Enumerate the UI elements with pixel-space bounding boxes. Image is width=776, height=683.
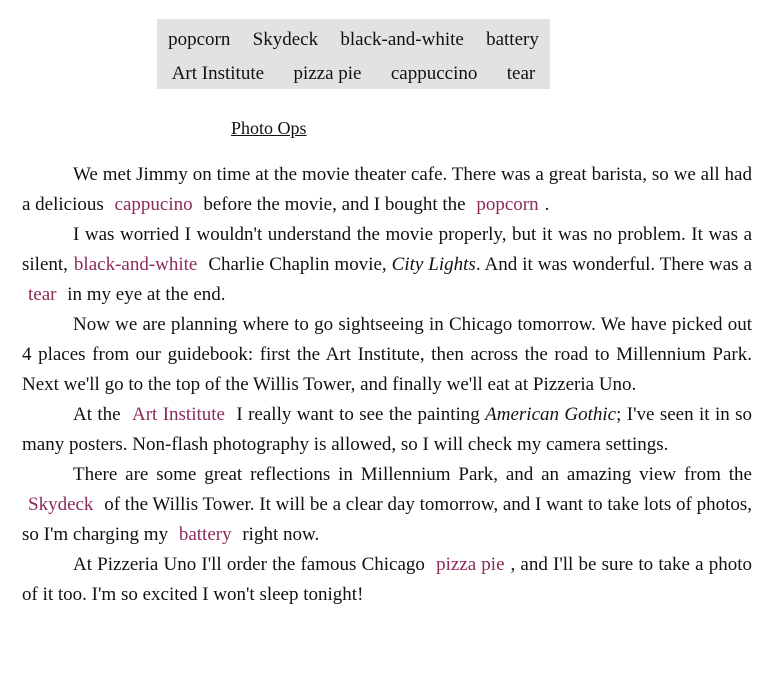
filled-blank[interactable]: black-and-white (73, 254, 198, 275)
story-text (22, 160, 752, 610)
word-bank-item-popcorn[interactable]: popcorn (168, 29, 231, 50)
text: I really want to see the painting (236, 404, 480, 425)
paragraph (22, 550, 752, 610)
paragraph (22, 160, 752, 220)
text: of the Willis Tower. It will be a clear day tomorrow, and I want to take lots of photos, so I'm charging my (22, 494, 752, 545)
text: right now. (242, 524, 320, 545)
text: Charlie Chaplin movie, (208, 254, 387, 275)
word-bank-item-pizza-pie[interactable]: pizza pie (293, 63, 362, 84)
word-bank-item-battery[interactable]: battery (486, 29, 539, 50)
text: At Pizzeria Uno I'll order the famous Chicago (73, 554, 425, 575)
italic-title: American Gothic (485, 404, 617, 425)
text: , and I'll be sure to take a photo of it too. I'm so excited I won't sleep tonight! (22, 554, 753, 605)
word-bank-item-cappuccino[interactable]: cappuccino (390, 63, 478, 84)
word-bank-item-skydeck[interactable]: Skydeck (252, 29, 319, 50)
paragraph (22, 310, 752, 400)
word-bank (157, 19, 550, 89)
filled-blank[interactable]: Art Institute (132, 404, 225, 425)
paragraph (22, 460, 752, 550)
filled-blank[interactable]: pizza pie (436, 554, 505, 575)
text: There are some great reflections in Millennium Park, and an amazing view from the (73, 464, 752, 485)
filled-blank[interactable]: cappucino (114, 194, 193, 215)
word-bank-item-tear[interactable]: tear (506, 63, 536, 84)
filled-blank[interactable]: tear (28, 284, 57, 305)
paragraph (22, 220, 752, 310)
text: I was worried I wouldn't understand the movie properly, but it was no problem. It was a silent, (22, 224, 752, 275)
text: ; I've seen it in so many posters. Non-flash photography is allowed, so I will check my camera settings. (22, 404, 753, 455)
filled-blank[interactable]: popcorn (476, 194, 539, 215)
paragraph (22, 400, 752, 460)
italic-title: City Lights (391, 254, 476, 275)
word-bank-item-black-and-white[interactable]: black-and-white (340, 29, 464, 50)
text: before the movie, and I bought the (203, 194, 466, 215)
word-bank-row (157, 23, 550, 57)
text: . (544, 194, 550, 215)
word-bank-row (157, 57, 550, 91)
word-bank-item-art-institute[interactable]: Art Institute (171, 63, 265, 84)
filled-blank[interactable]: Skydeck (28, 494, 94, 515)
text: in my eye at the end. (67, 284, 226, 305)
filled-blank[interactable]: battery (178, 524, 232, 545)
page-title: Photo Ops (231, 118, 307, 138)
text: Now we are planning where to go sightseeing in Chicago tomorrow. We have picked out 4 places from our guidebook: first the Art Institute, then across the road to Millennium Park. Next we'll go to the top of the Willis Tower, and finally we'll eat at Pizzeria Uno. (22, 314, 752, 395)
text: . And it was wonderful. There was a (475, 254, 752, 275)
text: At the (73, 404, 121, 425)
text: We met Jimmy on time at the movie theater cafe. There was a great barista, so we all had a delicious (22, 164, 752, 215)
